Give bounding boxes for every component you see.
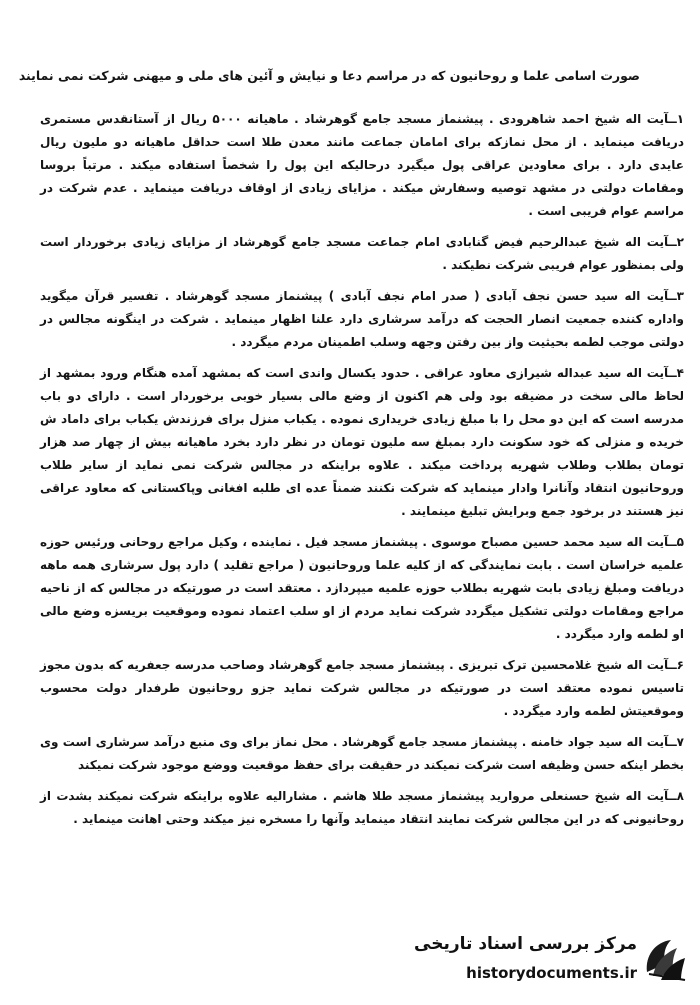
entry-number: ۸ــ — [668, 789, 684, 803]
entry-text: آیت اله سید عبداله شیرازی معاود عراقی . حدود یکسال واندی است که بمشهد آمده هنگام ورود بمشهد از لحاظ مالی سخت در مضیقه بود ولی هم اکنون از وضع مالی بسیار خوبی برخوردار است . دارای دو باب مدرسه است که این دو محل را با مبلغ زیادی خریداری نموده . یکباب منزل برای فرزندش یکباب برای داماد ش خریده و منزلی که خود سکونت دارد بمبلغ سه ملیون تومان در نظر دارد بخرد ماهیانه بیش از چهار صد هزار تومان بطلاب وطلاب شهریه پرداخت میکند . علاوه براینکه در مجالس شرکت نمی نماید از سایر طلاب وروحانیون انتقاد وآنانرا وادار مینماید که شرکت نکنند ضمناً عده ای طلبه افغانی وپاکستانی که معاود عراقی نیز هستند در برخود جمع وبرایش تبلیغ مینمایند . — [40, 366, 684, 518]
entry-1 — [40, 108, 684, 223]
entry-text: آیت اله سید محمد حسین مصباح موسوی . پیشنماز مسجد فیل . نماینده ، وکیل مراجع روحانی ورئیس حوزه علمیه خراسان است . بابت نمایندگی که از کلیه علما وروحانیون ( مراجع تقلید ) دارد پول سرشاری همه ماهه دریافت ومبلغ زیادی بابت شهریه بطلاب حوزه علمیه میپردازد . معتقد است در صورتیکه در مجالس که از ناحیه مراجع ومقامات دولتی تشکیل میگردد شرکت نماید مردم از او سلب اعتماد نموده وموقعیت بریسزه وضع مالی او لطمه وارد میگردد . — [40, 535, 684, 641]
entry-number: ۵ــ — [668, 535, 684, 549]
entry-number: ۴ــ — [668, 366, 684, 380]
entry-text: آیت اله شیخ حسنعلی مروارید پیشنماز مسجد طلا هاشم . مشارالیه علاوه براینکه شرکت نمیکند بشدت از روحانیونی که در این مجالس شرکت نمایند انتقاد مینماید وآنها را مسخره نیز میکند وحتی اهانت مینماید . — [40, 789, 684, 826]
entry-number: ۳ــ — [668, 289, 684, 303]
entry-4 — [40, 362, 684, 523]
entry-number: ۶ــ — [668, 658, 684, 672]
entry-text: آیت اله سید حسن نجف آبادی ( صدر امام نجف آبادی ) پیشنماز مسجد گوهرشاد . تفسیر قرآن میگوید واداره کننده جمعیت انصار الحجت که درآمد سرشاری دارد علنا اظهار مینماید . شرکت در اینگونه مجالس در دولتی موجب لطمه بحیثیت واز بین رفتن وجهه وسلب اطمینان مردم میگردد . — [40, 289, 684, 349]
entry-5 — [40, 531, 684, 646]
watermark-name: مرکز بررسی اسناد تاریخی — [414, 934, 637, 954]
watermark-site: historydocuments.ir — [466, 964, 637, 982]
entry-7 — [40, 731, 684, 777]
entry-text: آیت اله شیخ احمد شاهرودی . پیشنماز مسجد جامع گوهرشاد . ماهیانه ۵۰۰۰ ریال از آستانقدس مستمری دریافت مینماید . از محل نمازکه برای امامان جماعت مانند معدن طلا است حداقل ماهیانه دو ملیون ریال عایدی دارد . برای معاودین عراقی پول میگیرد درحالیکه این پول را شخصاً استفاده میکند . مرتباً بروسا ومقامات دولتی در مشهد توصیه وسفارش میکند . مزایای زیادی از اوقاف دریافت مینماید . عدم شرکت در مراسم عوام فریبی است . — [40, 112, 684, 218]
entry-3 — [40, 285, 684, 354]
entry-8 — [40, 785, 684, 831]
archive-logo-icon — [641, 934, 691, 984]
entry-text: آیت اله سید جواد خامنه . پیشنماز مسجد جامع گوهرشاد . محل نماز برای وی منبع درآمد سرشاری است وی بخطر اینکه حسن وظیفه است شرکت نمیکند در حقیقت برای حفظ موقعیت ووضع موجود شرکت نمیکند — [40, 735, 684, 772]
archive-watermark — [415, 930, 695, 990]
entry-number: ۷ــ — [668, 735, 684, 749]
entry-number: ۲ــ — [668, 235, 684, 249]
entry-text: آیت اله شیخ غلامحسین ترک تبریزی . پیشنماز مسجد جامع گوهرشاد وصاحب مدرسه جعفریه که بدون مجوز تاسیس نموده معتقد است در صورتیکه در مجالس شرکت نماید جزو روحانیون طرفدار دولت محسوب وموقعیتش لطمه وارد میگردد . — [40, 658, 684, 718]
entry-text: آیت اله شیخ عبدالرحیم فیض گنابادی امام جماعت مسجد جامع گوهرشاد از مزایای زیادی برخوردار است ولی بمنظور عوام فریبی شرکت نطیکند . — [40, 235, 684, 272]
entry-number: ۱ــ — [668, 112, 685, 126]
document-body — [40, 108, 684, 837]
document-title: صورت اسامی علما و روحانیون که در مراسم دعا و نیایش و آئین های ملی و میهنی شرکت نمی نمایند — [18, 68, 640, 83]
entry-6 — [40, 654, 684, 723]
entry-2 — [40, 231, 684, 277]
